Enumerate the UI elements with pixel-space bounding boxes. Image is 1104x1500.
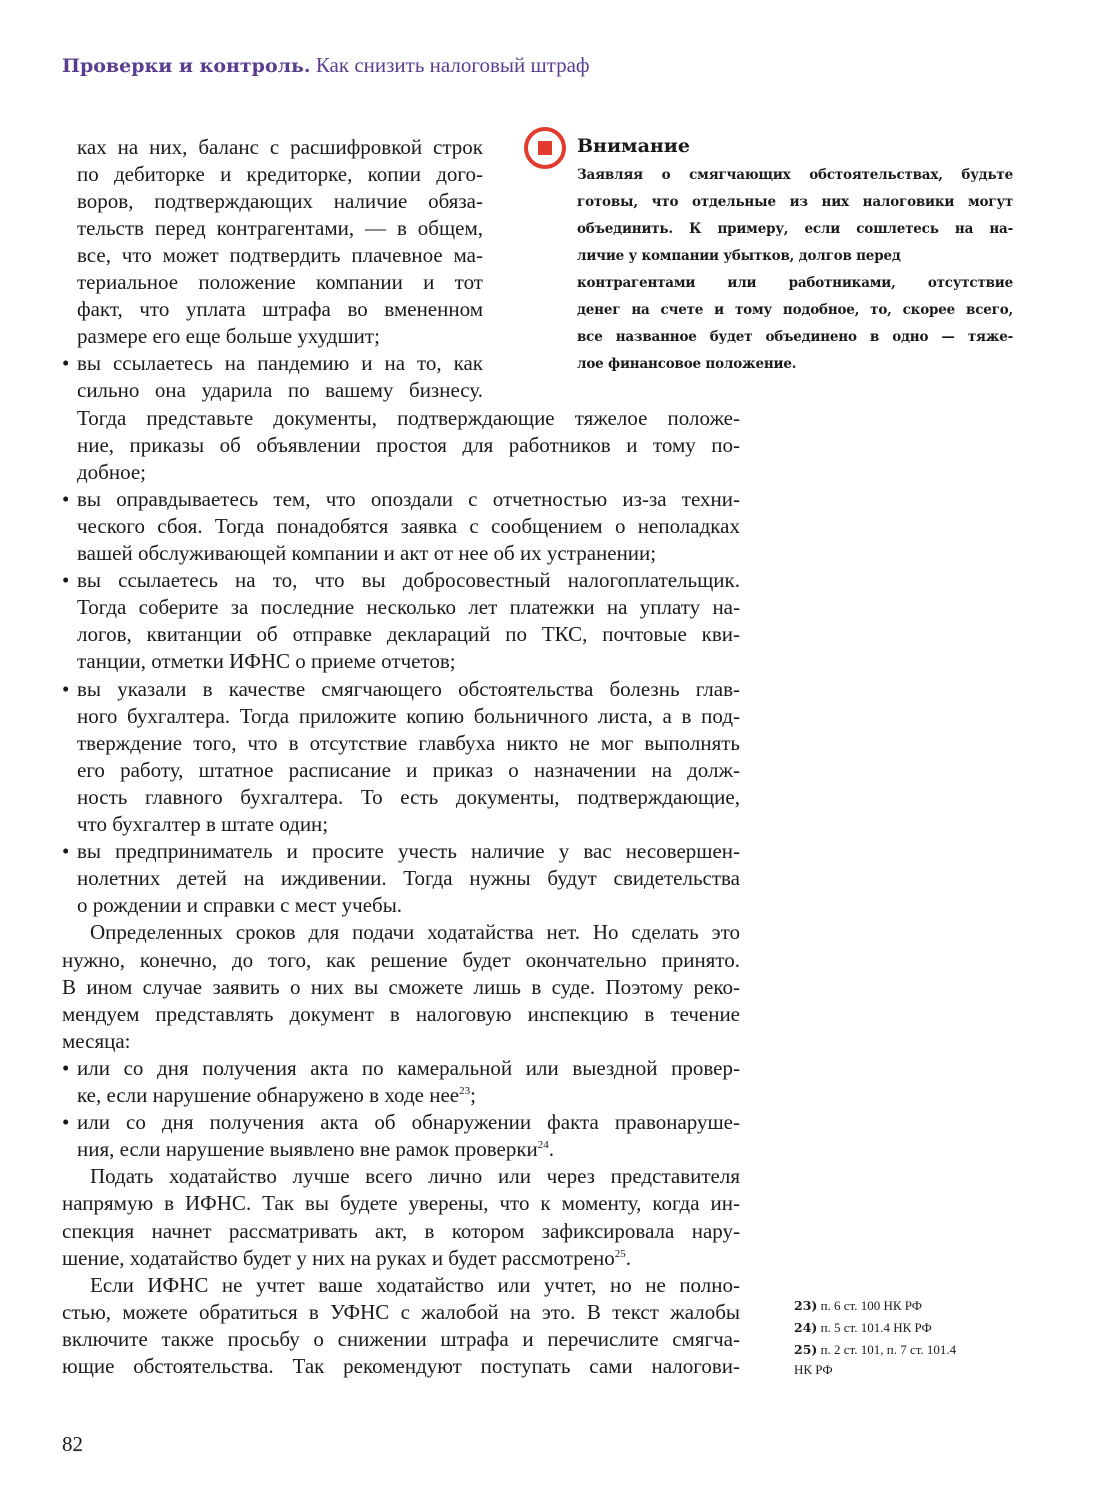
text-line bbox=[77, 730, 740, 757]
text-line bbox=[77, 811, 740, 838]
bullet-icon: • bbox=[62, 1110, 70, 1135]
line-text: вы оправдываетесь тем, что опоздали с отчетностью из-за техни- bbox=[77, 486, 740, 511]
text-line bbox=[77, 134, 483, 161]
text-line bbox=[90, 919, 740, 946]
text-line bbox=[62, 1299, 740, 1326]
line-text: тельств перед контрагентами, — в общем, bbox=[77, 215, 483, 240]
bullet-icon: • bbox=[62, 351, 70, 376]
text-line bbox=[62, 1218, 740, 1245]
text-line bbox=[62, 486, 740, 513]
callout-title: Внимание bbox=[577, 135, 690, 157]
text-line bbox=[77, 161, 483, 188]
line-text: териальное положение компании и тот bbox=[77, 270, 483, 294]
callout-line: денег на счете и тому подобное, то, скорее всего, bbox=[577, 302, 1013, 318]
text-line bbox=[77, 892, 740, 919]
text-line bbox=[62, 974, 740, 1001]
line-text: ния, если нарушение выявлено вне рамок проверки bbox=[77, 1137, 538, 1162]
line-text: стью, можете обратиться в УФНС с жалобой на это. В текст жалобы bbox=[62, 1299, 740, 1324]
line-text: ющие обстоятельства. Так рекомендуют поступать сами налогови- bbox=[62, 1354, 740, 1378]
text-line bbox=[77, 648, 740, 675]
bullet-icon: • bbox=[62, 1055, 70, 1080]
attention-stop-icon bbox=[524, 127, 566, 169]
text-line bbox=[77, 513, 740, 540]
footnote-ref[interactable]: 23 bbox=[459, 1085, 471, 1097]
bullet-icon: • bbox=[62, 676, 70, 701]
text-line bbox=[77, 296, 483, 323]
line-text: вы ссылаетесь на пандемию и на то, как bbox=[77, 351, 483, 376]
line-text: напрямую в ИФНС. Так вы будете уверены, что к моменту, когда ин- bbox=[62, 1191, 740, 1216]
footnote-ref[interactable]: 25 bbox=[614, 1247, 626, 1260]
header-section: Проверки и контроль. bbox=[62, 55, 311, 77]
line-text: шение, ходатайство будет у них на руках и будет рассмотрено bbox=[62, 1245, 615, 1270]
line-text: ность главного бухгалтера. То есть документы, подтверждающие, bbox=[77, 784, 740, 809]
line-text: его работу, штатное расписание и приказ о назначении на долж- bbox=[77, 757, 740, 782]
text-line bbox=[62, 947, 740, 974]
text-line bbox=[90, 1163, 740, 1190]
footnote-number: 23) bbox=[794, 1298, 818, 1313]
line-text: воров, подтверждающих наличие обяза- bbox=[77, 188, 483, 213]
text-line bbox=[62, 350, 483, 377]
line-text: размере его еще больше ухудшит; bbox=[77, 324, 380, 349]
running-header bbox=[62, 53, 590, 78]
text-line bbox=[77, 540, 740, 567]
callout-line: объединить. К примеру, если сошлетесь на на- bbox=[577, 220, 1013, 237]
text-line bbox=[77, 188, 483, 215]
footnote-number: 25) bbox=[794, 1342, 818, 1357]
footnote-24 bbox=[794, 1318, 932, 1338]
line-text: факт, что уплата штрафа во вмененном bbox=[77, 297, 483, 322]
line-text: ние, приказы об объявлении простоя для работников и тому по- bbox=[77, 432, 740, 457]
line-text: Тогда соберите за последние несколько лет платежки на уплату на- bbox=[77, 595, 740, 620]
line-text: вы ссылаетесь на то, что вы добросовестный налогоплательщик. bbox=[77, 568, 740, 593]
line-text: спекция начнет рассматривать акт, в котором зафиксировала нару- bbox=[62, 1218, 740, 1243]
footnote-text: НК РФ bbox=[794, 1362, 833, 1377]
text-line bbox=[77, 377, 483, 404]
text-line bbox=[77, 621, 740, 648]
text-line bbox=[77, 703, 740, 730]
line-text: или со дня получения акта об обнаружении факта правонаруше- bbox=[77, 1110, 740, 1135]
line-text: вы указали в качестве смягчающего обстоятельства болезнь глав- bbox=[77, 676, 740, 701]
text-line bbox=[90, 1272, 740, 1299]
line-text: . bbox=[625, 1245, 632, 1270]
text-line bbox=[77, 459, 740, 486]
callout-line: лое финансовое положение. bbox=[577, 356, 797, 373]
text-line bbox=[62, 1001, 740, 1028]
text-line bbox=[77, 784, 740, 811]
line-text: нолетних детей на иждивении. Тогда нужны будут свидетельства bbox=[77, 866, 740, 891]
text-line bbox=[77, 432, 740, 459]
text-line bbox=[62, 1028, 740, 1055]
line-text: что бухгалтер в штате один; bbox=[77, 812, 329, 836]
line-text: все, что может подтвердить плачевное ма- bbox=[77, 242, 483, 267]
line-text: тверждение того, что в отсутствие главбуха никто не мог выполнять bbox=[77, 730, 740, 755]
text-line bbox=[77, 242, 483, 269]
line-text: Тогда представьте документы, подтверждающие тяжелое положе- bbox=[77, 405, 740, 430]
bullet-icon: • bbox=[62, 486, 70, 511]
line-text: В ином случае заявить о них вы сможете лишь в суде. Поэтому реко- bbox=[62, 974, 740, 999]
line-text: мендуем представлять документ в налоговую инспекцию в течение bbox=[62, 1001, 740, 1026]
line-text: ного бухгалтера. Тогда приложите копию больничного листа, а в под- bbox=[77, 703, 740, 728]
line-text: включите также просьбу о снижении штрафа и перечислите смягча- bbox=[62, 1326, 740, 1351]
line-text: . bbox=[548, 1137, 555, 1162]
line-text: сильно она ударила по вашему бизнесу. bbox=[77, 378, 483, 403]
header-title: Как снизить налоговый штраф bbox=[315, 53, 590, 77]
line-text: о рождении и справки с мест учебы. bbox=[77, 893, 403, 918]
line-text: нужно, конечно, до того, как решение будет окончательно принято. bbox=[62, 947, 740, 972]
text-line bbox=[77, 323, 483, 350]
text-line bbox=[62, 1109, 740, 1136]
footnote-text: п. 2 ст. 101, п. 7 ст. 101.4 bbox=[820, 1342, 957, 1357]
text-line bbox=[77, 269, 483, 296]
line-text: месяца: bbox=[62, 1028, 131, 1053]
text-line bbox=[77, 215, 483, 242]
footnote-ref[interactable]: 24 bbox=[537, 1139, 549, 1152]
text-line bbox=[62, 1190, 740, 1217]
callout-line: готовы, что отдельные из них налоговики могут bbox=[577, 193, 1013, 210]
text-line bbox=[77, 594, 740, 621]
callout-line: Заявляя о смягчающих обстоятельствах, будьте bbox=[577, 166, 1013, 183]
footnote-number: 24) bbox=[794, 1320, 818, 1335]
text-line bbox=[62, 838, 740, 865]
line-text: вы предприниматель и просите учесть наличие у вас несовершен- bbox=[77, 839, 740, 864]
line-text: вашей обслуживающей компании и акт от нее об их устранении; bbox=[77, 541, 657, 565]
text-line bbox=[62, 567, 740, 594]
text-line bbox=[77, 865, 740, 892]
line-text: Определенных сроков для подачи ходатайства нет. Но сделать это bbox=[90, 920, 740, 945]
line-text: или со дня получения акта по камеральной или выездной провер- bbox=[77, 1055, 740, 1080]
line-text: Подать ходатайство лучше всего лично или через представителя bbox=[90, 1164, 740, 1189]
callout-line: личие у компании убытков, долгов перед bbox=[577, 247, 901, 264]
footnote-25 bbox=[794, 1340, 956, 1380]
footnote-23 bbox=[794, 1296, 922, 1316]
bullet-icon: • bbox=[62, 839, 70, 864]
line-text: ке, если нарушение обнаружено в ходе нее bbox=[77, 1083, 460, 1107]
text-line bbox=[62, 1326, 740, 1353]
text-line bbox=[62, 676, 740, 703]
text-line bbox=[62, 1245, 740, 1272]
callout-line: все названное будет объединено в одно — тяже- bbox=[577, 329, 1013, 346]
callout-line: контрагентами или работниками, отсутствие bbox=[577, 274, 1013, 291]
line-text: логов, квитанции об отправке деклараций по ТКС, почтовые кви- bbox=[77, 622, 740, 647]
line-text: ; bbox=[470, 1083, 476, 1107]
text-line bbox=[62, 1055, 740, 1082]
text-line bbox=[77, 757, 740, 784]
text-line bbox=[77, 1082, 740, 1109]
page-number: 82 bbox=[62, 1432, 83, 1456]
bullet-icon: • bbox=[62, 568, 70, 593]
text-line bbox=[62, 1353, 740, 1380]
line-text: ческого сбоя. Тогда понадобятся заявка с сообщением о неполадках bbox=[77, 513, 740, 538]
line-text: танции, отметки ИФНС о приеме отчетов; bbox=[77, 649, 456, 674]
line-text: ках на них, баланс с расшифровкой строк bbox=[77, 134, 483, 159]
line-text: по дебиторке и кредиторке, копии дого- bbox=[77, 161, 483, 186]
footnote-text: п. 6 ст. 100 НК РФ bbox=[820, 1298, 923, 1313]
line-text: Если ИФНС не учтет ваше ходатайство или учтет, но не полно- bbox=[90, 1272, 740, 1297]
text-line bbox=[77, 405, 740, 432]
footnote-text: п. 5 ст. 101.4 НК РФ bbox=[820, 1320, 932, 1335]
line-text: добное; bbox=[77, 459, 147, 484]
text-line bbox=[77, 1136, 740, 1163]
